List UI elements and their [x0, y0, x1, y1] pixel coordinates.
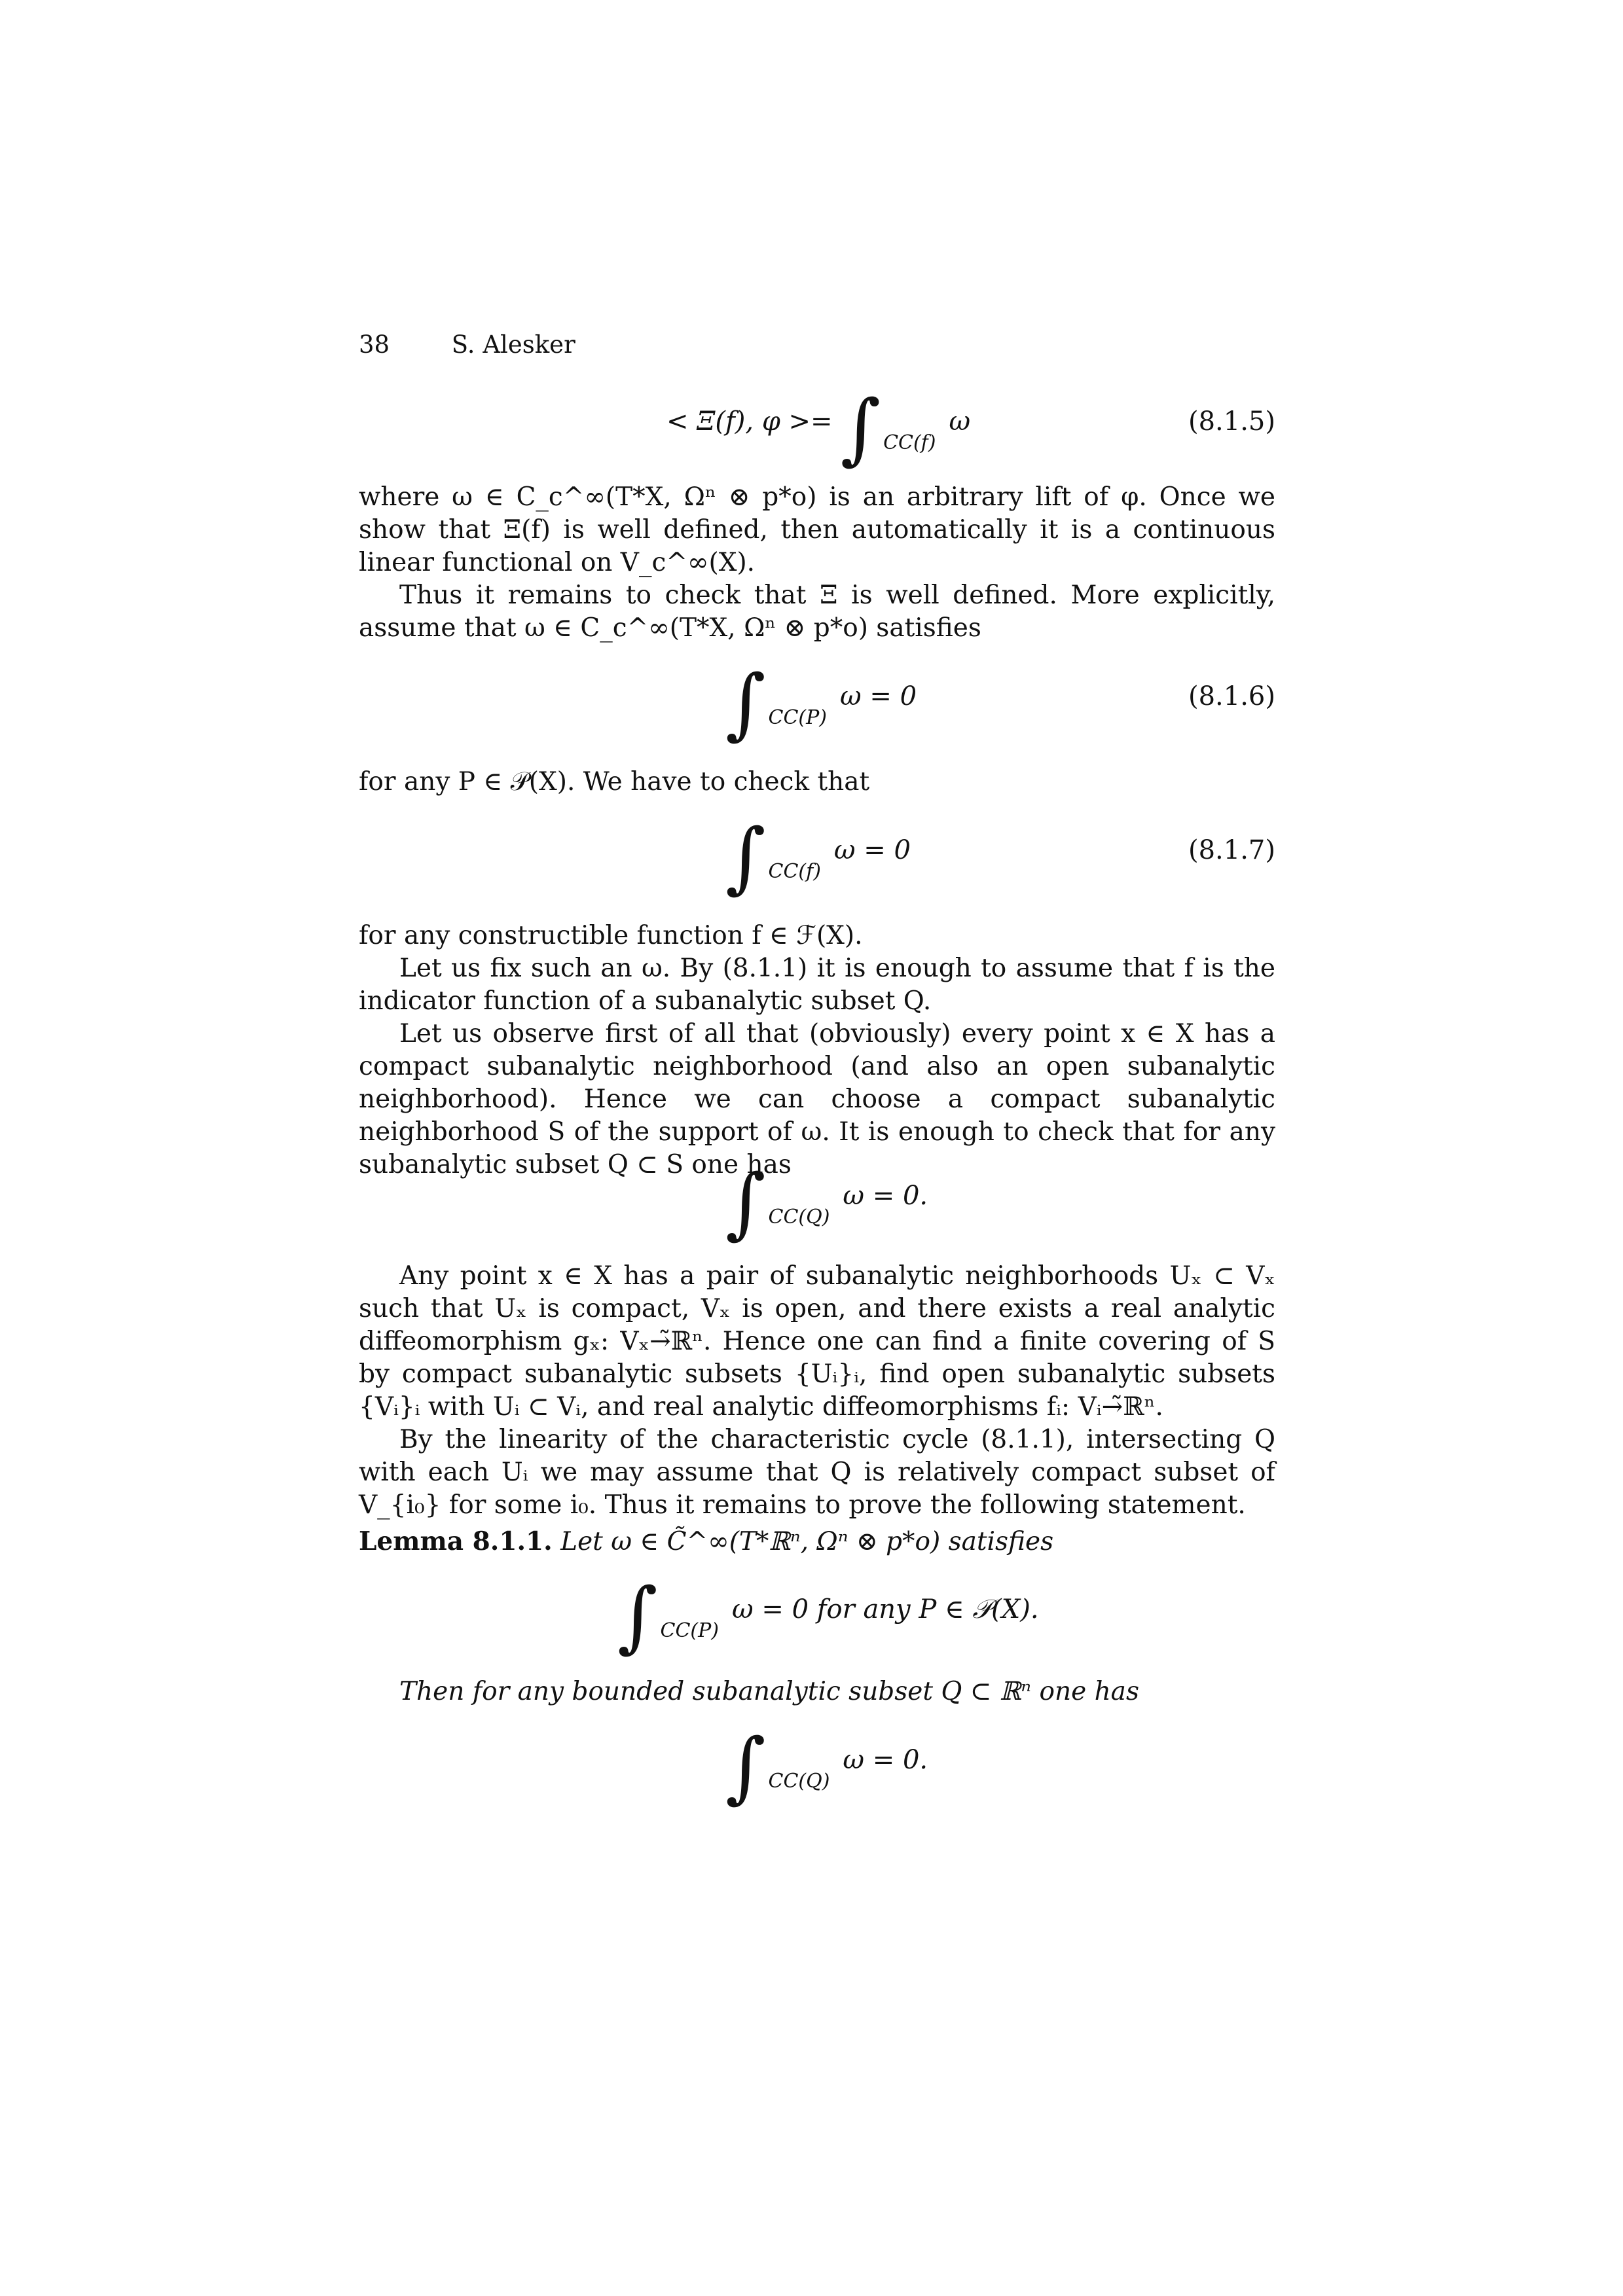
integral-domain: CC(P): [768, 706, 827, 729]
text: Any point x ∈ X has a pair of subanalytic neighborhoods Uₓ ⊂ Vₓ such that Uₓ is compact, Vₓ is open, and there exists a real analytic diffeomorphism gₓ: Vₓ→̃ℝⁿ. Hence one can find a finite covering of S by compact subanalytic subsets {Uᵢ}ᵢ, find open subanalytic subsets {Vᵢ}ᵢ with Uᵢ ⊂ Vᵢ, and real analytic diffeomorphisms fᵢ: Vᵢ→̃ℝⁿ.: [359, 1261, 1275, 1422]
integral-domain: CC(f): [883, 431, 936, 454]
integral-sign: ∫: [617, 1571, 658, 1661]
integral-domain: CC(f): [768, 860, 821, 883]
text: Then for any bounded subanalytic subset Q ⊂ ℝⁿ one has: [399, 1677, 1139, 1706]
integral-sign: ∫: [840, 383, 881, 473]
paragraph-3: [359, 766, 1275, 798]
integral-domain: CC(Q): [768, 1770, 830, 1793]
text: Let us observe first of all that (obviously) every point x ∈ X has a compact subanalytic neighborhood (and also an open subanalytic neighborhood). Hence we can choose a compact subanalytic neighborhood S of the support of ω. It is enough to check that for any subanalytic subset Q ⊂ S one has: [359, 1019, 1275, 1179]
equation-lhs: < Ξ(f), φ >=: [666, 406, 833, 437]
integrand: ω = 0.: [843, 1745, 928, 1775]
integrand: ω = 0: [840, 681, 917, 711]
text: Thus it remains to check that Ξ is well defined. More explicitly, assume that ω ∈ C_c^∞(T*X, Ωⁿ ⊗ p*o) satisfies: [359, 581, 1275, 643]
equation-8-1-7: [359, 812, 1275, 902]
equation-number: (8.1.6): [1188, 681, 1275, 711]
integrand: ω: [949, 406, 971, 437]
text: where ω ∈ C_c^∞(T*X, Ωⁿ ⊗ p*o) is an arbitrary lift of φ. Once we show that Ξ(f) is well defined, then automatically it is a continuous linear functional on V_c^∞(X).: [359, 482, 1275, 577]
integral-domain: CC(P): [660, 1619, 719, 1642]
lemma-title: Lemma 8.1.1.: [359, 1526, 553, 1556]
paragraph-4: [359, 920, 1275, 1181]
paragraph-7: [359, 1260, 1275, 1522]
running-header: [359, 331, 575, 359]
equation-8-1-6: [359, 658, 1275, 748]
equation-8-1-5: [359, 383, 1275, 473]
integral-sign: ∫: [725, 812, 766, 902]
lemma-then: [359, 1676, 1275, 1708]
lemma-8-1-1: [359, 1525, 1275, 1558]
author: S. Alesker: [451, 331, 575, 359]
page-number: 38: [359, 331, 390, 359]
integral-sign: ∫: [725, 1157, 766, 1247]
lemma-equation-1: [359, 1571, 1275, 1661]
paragraph-1: [359, 481, 1275, 645]
text: for any P ∈ 𝒫(X). We have to check that: [359, 767, 870, 797]
integrand: ω = 0.: [843, 1181, 928, 1211]
integrand: ω = 0 for any P ∈ 𝒫(X).: [732, 1594, 1039, 1624]
equation-number: (8.1.7): [1188, 835, 1275, 865]
text: Let us fix such an ω. By (8.1.1) it is enough to assume that f is the indicator function of a subanalytic subset Q.: [359, 954, 1275, 1016]
lemma-statement: Let ω ∈ C̃^∞(T*ℝⁿ, Ωⁿ ⊗ p*o) satisfies: [560, 1527, 1054, 1556]
equation-number: (8.1.5): [1188, 406, 1275, 437]
integral-domain: CC(Q): [768, 1206, 830, 1229]
equation-cc-q: [359, 1157, 1275, 1247]
text: for any constructible function f ∈ ℱ(X).: [359, 921, 863, 950]
text: By the linearity of the characteristic cycle (8.1.1), intersecting Q with each Uᵢ we may assume that Q is relatively compact subset of V_{i₀} for some i₀. Thus it remains to prove the following statement.: [359, 1425, 1275, 1520]
integrand: ω = 0: [833, 835, 911, 865]
integral-sign: ∫: [725, 658, 766, 748]
integral-sign: ∫: [725, 1721, 766, 1812]
lemma-equation-2: [359, 1721, 1275, 1812]
